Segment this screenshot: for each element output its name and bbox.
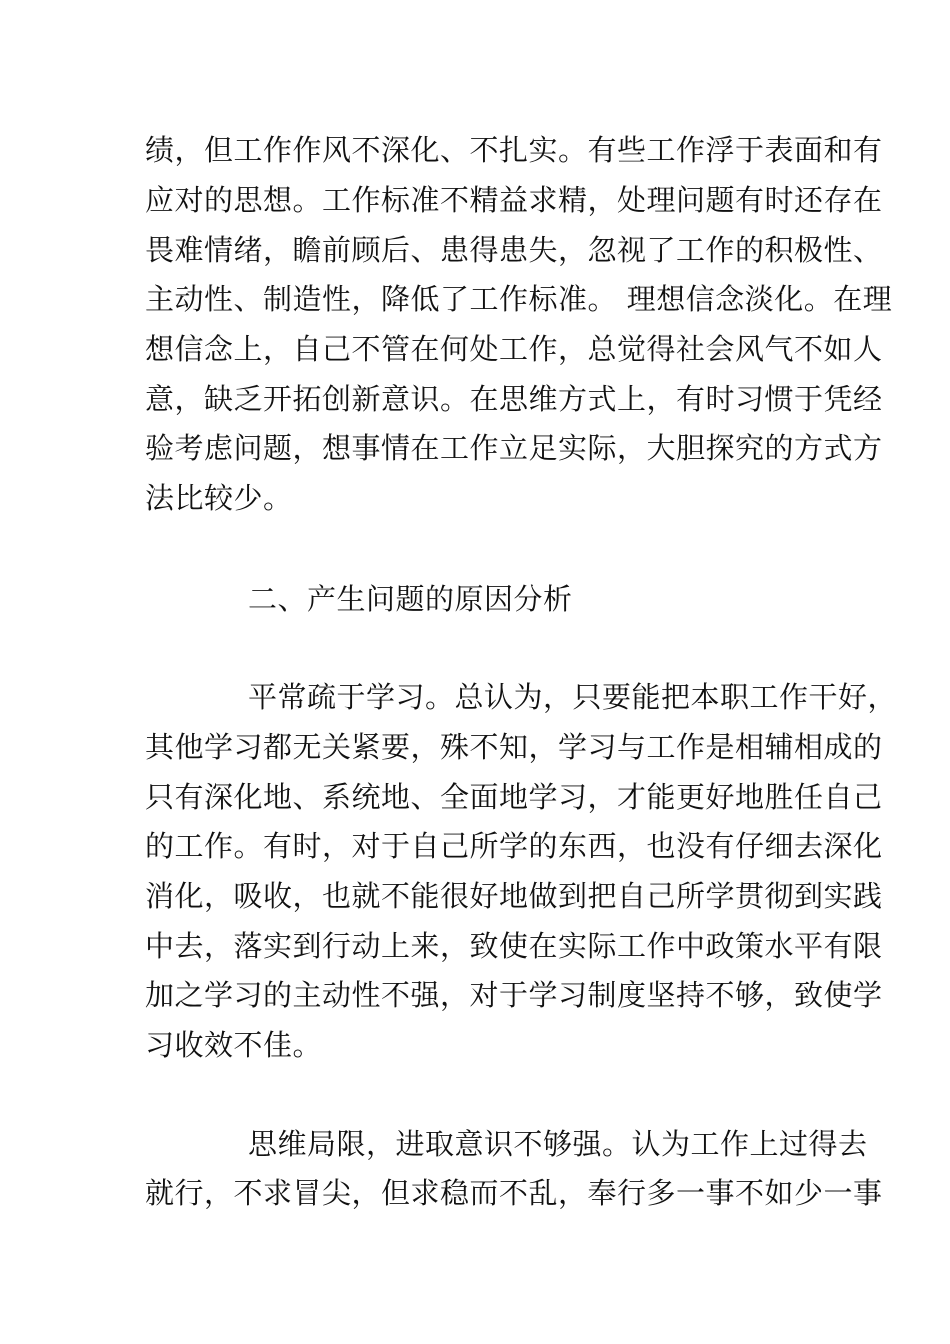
paragraph-line: 畏难情绪，瞻前顾后、患得患失，忽视了工作的积极性、 (145, 233, 883, 267)
section-heading: 二、产生问题的原因分析 (248, 582, 573, 616)
paragraph-line: 消化，吸收，也就不能很好地做到把自己所学贯彻到实践 (145, 879, 883, 913)
paragraph-line: 法比较少。 (145, 481, 293, 515)
paragraph-line: 想信念上，自己不管在何处工作，总觉得社会风气不如人 (145, 332, 883, 366)
paragraph-line: 思维局限，进取意识不够强。认为工作上过得去 (248, 1127, 868, 1161)
paragraph-line: 应对的思想。工作标准不精益求精，处理问题有时还存在 (145, 183, 883, 217)
paragraph-line: 中去，落实到行动上来，致使在实际工作中政策水平有限 (145, 929, 883, 963)
paragraph-line: 其他学习都无关紧要，殊不知，学习与工作是相辅相成的 (145, 730, 883, 764)
paragraph-line: 平常疏于学习。总认为，只要能把本职工作干好， (248, 680, 898, 714)
paragraph-line: 验考虑问题，想事情在工作立足实际，大胆探究的方式方 (145, 431, 883, 465)
paragraph-line: 主动性、制造性，降低了工作标准。 理想信念淡化。在理 (145, 282, 893, 316)
paragraph-line: 习收效不佳。 (145, 1028, 323, 1062)
paragraph-line: 只有深化地、系统地、全面地学习，才能更好地胜任自己 (145, 780, 883, 814)
paragraph-line: 的工作。有时，对于自己所学的东西，也没有仔细去深化 (145, 829, 883, 863)
paragraph-line: 绩，但工作作风不深化、不扎实。有些工作浮于表面和有 (145, 133, 883, 167)
paragraph-line: 就行，不求冒尖，但求稳而不乱，奉行多一事不如少一事 (145, 1176, 883, 1210)
paragraph-line: 意，缺乏开拓创新意识。在思维方式上，有时习惯于凭经 (145, 382, 883, 416)
paragraph-line: 加之学习的主动性不强，对于学习制度坚持不够，致使学 (145, 978, 883, 1012)
